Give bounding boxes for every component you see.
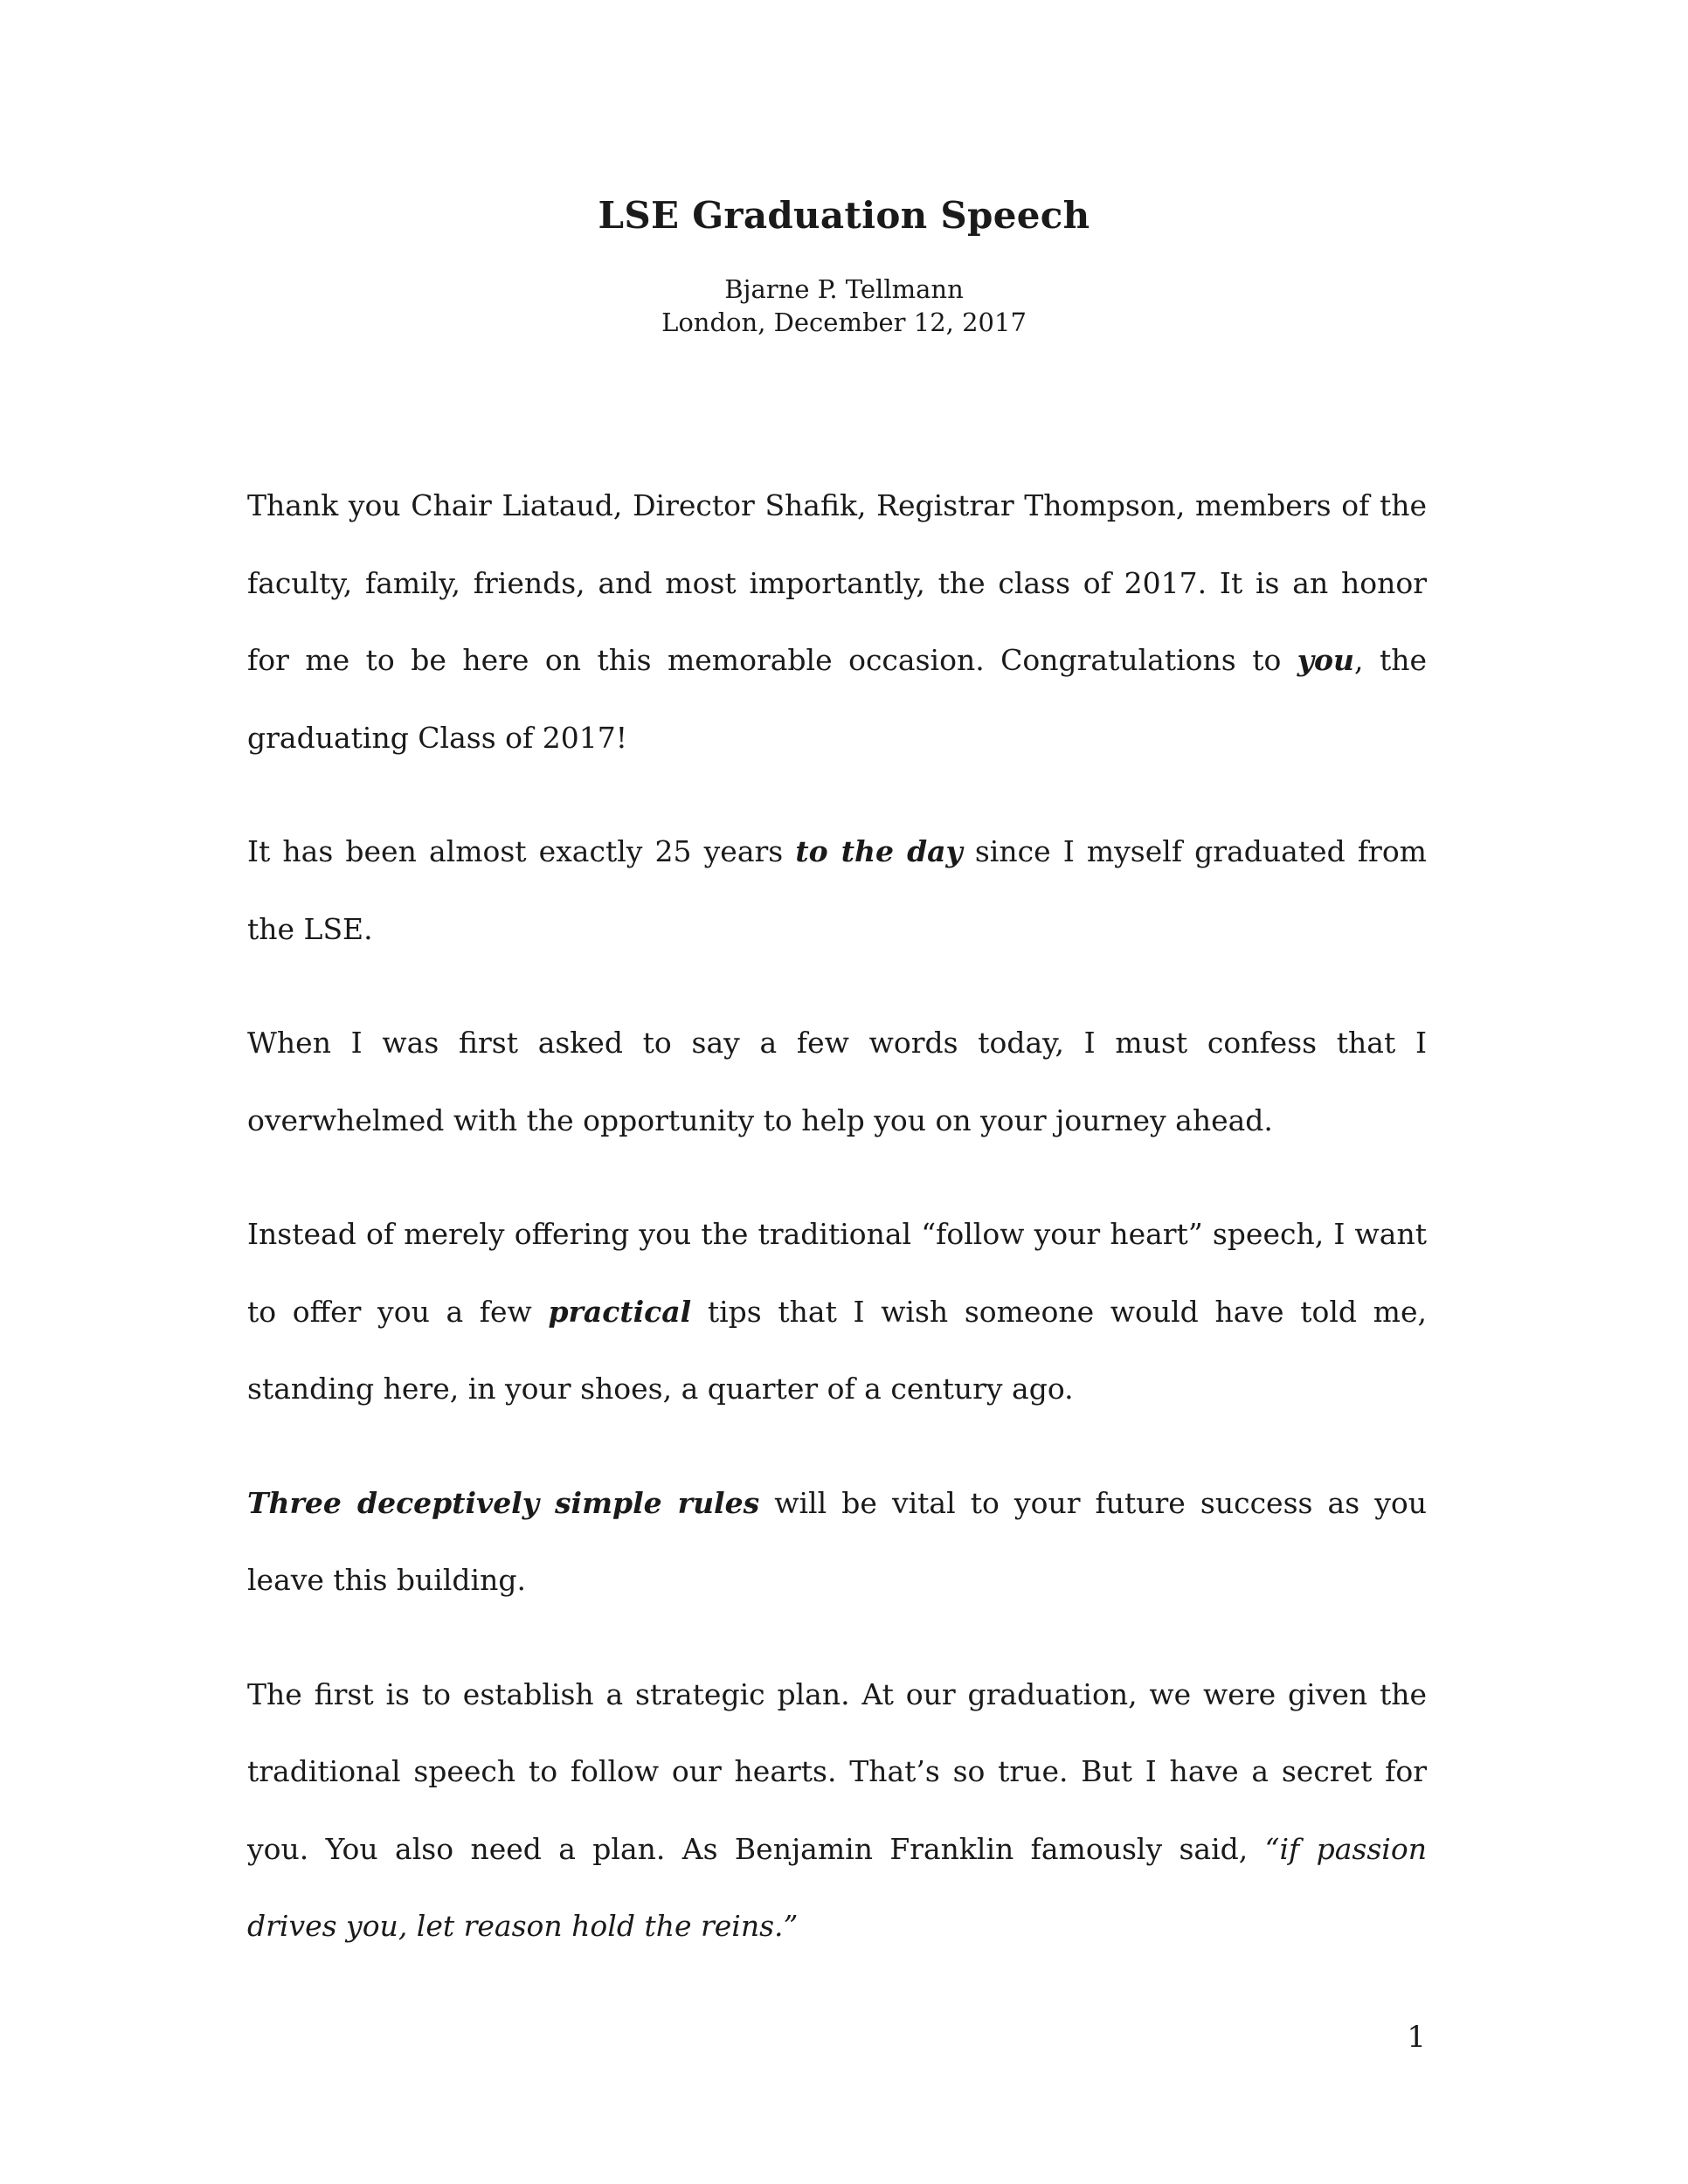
dateline: London, December 12, 2017: [661, 308, 1027, 337]
emphasis-text: Three deceptively simple rules: [247, 1485, 760, 1520]
paragraph-text: Instead of merely offering you the traditional “follow your heart” speech, I want to offer you a few: [247, 1217, 1427, 1329]
paragraph-2: [247, 813, 1427, 968]
quotation-text: “if passion drives you, let reason hold the reins.”: [247, 1831, 1427, 1943]
document-title: LSE Graduation Speech: [598, 194, 1090, 237]
paragraph-5: [247, 1465, 1427, 1620]
paragraph-text: Thank you Chair Liataud, Director Shafik, Registrar Thompson, members of the faculty, family, friends, and most importantly, the class of 2017. It is an honor for me to be here on this memorable occasion. Congratulations to: [247, 488, 1427, 677]
author-name: Bjarne P. Tellmann: [724, 274, 964, 304]
paragraph-1: [247, 467, 1427, 777]
page-number: 1: [1407, 2020, 1426, 2055]
emphasis-text: you: [1297, 643, 1354, 677]
paragraph-text: When I was first asked to say a few words today, I must confess that I overwhelmed with the opportunity to help you on your journey ahead.: [247, 1026, 1427, 1137]
paragraph-text: will be vital to your future success as you leave this building.: [247, 1485, 1427, 1597]
emphasis-text: practical: [548, 1294, 692, 1329]
paragraph-text: It has been almost exactly 25 years: [247, 834, 796, 868]
paragraph-text: The first is to establish a strategic plan. At our graduation, we were given the traditional speech to follow our hearts. That’s so true. But I have a secret for you. You also need a plan. As Benjamin Franklin famously said,: [247, 1676, 1427, 1866]
paragraph-text: since I myself graduated from the LSE.: [247, 834, 1427, 946]
paragraph-6: [247, 1656, 1427, 1966]
paragraph-3: [247, 1005, 1427, 1159]
paragraph-text: tips that I wish someone would have told me, standing here, in your shoes, a quarter of a century ago.: [247, 1294, 1427, 1406]
paragraph-4: [247, 1196, 1427, 1428]
speech-body: [247, 467, 1427, 2002]
paragraph-text: , the graduating Class of 2017!: [247, 643, 1427, 755]
emphasis-text: to the day: [795, 834, 963, 868]
